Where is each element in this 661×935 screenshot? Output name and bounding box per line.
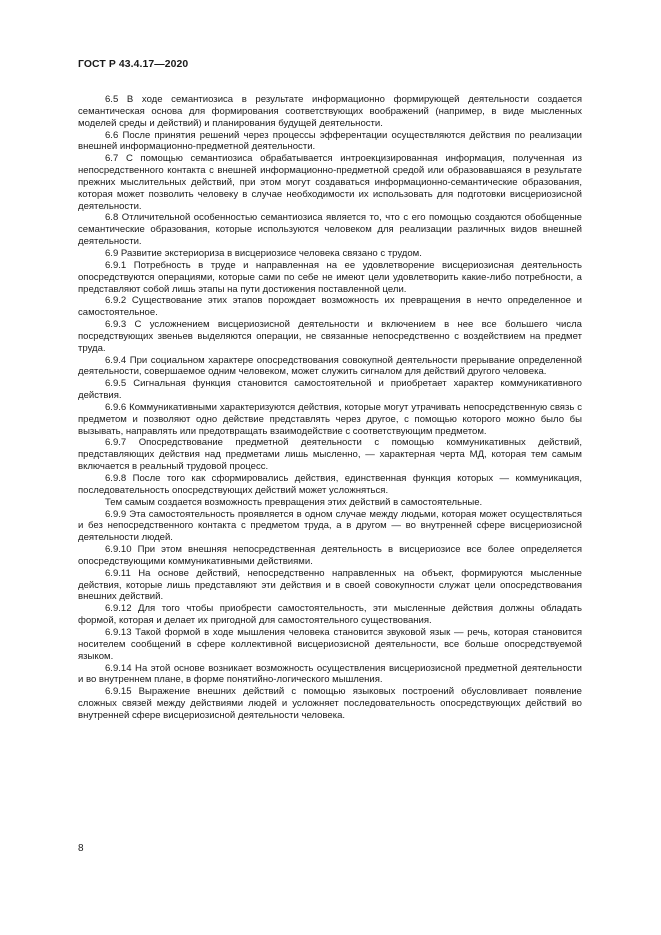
paragraph-6-9-4: 6.9.4 При социальном характере опосредствования совокупной деятельности прерывание определенной деятельности, совершаемое одним человеком, может служить сигналом для действий другого человека. [78,354,582,378]
paragraph-6-8: 6.8 Отличительной особенностью семантиозиса является то, что с его помощью создаются обобщенные семантические образования, которые используются человеком для реализации различных видов внешней деятельности. [78,212,582,248]
paragraph-6-9-3: 6.9.3 С усложнением висцериозисной деятельности и включением в нее все большего числа посредствующих звеньев выделяются операции, не связанные непосредственно с воздействием на предмет труда. [78,319,582,354]
paragraph-6-9-8: 6.9.8 После того как сформировались действия, единственная функция которых — коммуникация, последовательность опосредствующих действий может усложняться. [78,473,582,496]
paragraph-6-9-10: 6.9.10 При этом внешняя непосредственная деятельность в висцериозисе все более определяется опосредствующими коммуникативными действиями. [78,544,582,567]
paragraph-6-9-12: 6.9.12 Для того чтобы приобрести самостоятельность, эти мысленные действия должны обладать формой, которая и делает их пригодной для самостоятельного существования. [78,603,582,627]
paragraph-6-9-14: 6.9.14 На этой основе возникает возможность осуществления висцериозисной предметной деятельности и во внутреннем плане, в форме понятийно-логического мышления. [78,662,582,686]
paragraph-6-9-8-continuation: Тем самым создается возможность превращения этих действий в самостоятельные. [105,496,483,508]
paragraph-6-9-11: 6.9.11 На основе действий, непосредственно направленных на объект, формируются мысленные действия, которые лишь представляют эти действия и в своей совокупности служат цели опосредствования внешних действий. [78,567,582,603]
paragraph-6-6: 6.6 После принятия решений через процессы эфферентации осуществляются действия по реализации внешней информационно-предметной деятельности. [78,129,582,153]
paragraph-6-9-1: 6.9.1 Потребность в труде и направленная на ее удовлетворение висцериозисная деятельность опосредствуются операциями, которые сами по себе не имеют цели удовлетворить какие-либо потребности, а представляют собой лишь этапы на пути достижения поставленной цели. [78,259,582,295]
paragraph-6-7: 6.7 С помощью семантиозиса обрабатывается интроекцизированная информация, полученная из непосредственного контакта с внешней информационно-предметной средой или образовавшаяся в результате прежних мыслительных действий, при этом могут создаваться информационно-семантические образования, которая может позволить человеку в случае необходимости их использовать для подготовки висцериозисной деятельности. [78,153,582,212]
page-number: 8 [78,843,84,854]
paragraph-6-9-9: 6.9.9 Эта самостоятельность проявляется в одном случае между людьми, которая может осуществляться и без непосредственного контакта с предметом труда, а в другом — во внутренней сфере висцериозисной деятельности людей. [78,508,582,544]
paragraph-6-9-5: 6.9.5 Сигнальная функция становится самостоятельной и приобретает характер коммуникативного действия. [78,378,582,402]
paragraph-6-9-2: 6.9.2 Существование этих этапов порождает возможность их превращения в нечто определенное и самостоятельное. [78,295,582,319]
standard-code-header: ГОСТ Р 43.4.17—2020 [78,59,189,70]
document-body [78,94,582,722]
paragraph-6-9-6: 6.9.6 Коммуникативными характеризуются действия, которые могут утрачивать непосредственную связь с предметом и позволяют одно действие представлять через другое, с помощью которого можно было бы вызывать, направлять или предотвращать взаимодействие с соответствующим предметом. [78,401,582,437]
paragraph-6-9: 6.9 Развитие экстериориза в висцериозисе человека связано с трудом. [105,247,422,259]
paragraph-6-5: 6.5 В ходе семантиозиса в результате информационно формирующей деятельности создается семантическая основа для формирования соответствующих воображений (например, в виде мысленных моделей среды и действий) и планирования будущей деятельности. [78,94,582,129]
paragraph-6-9-7: 6.9.7 Опосредствование предметной деятельности с помощью коммуникативных действий, представляющих действия над предметами лишь мысленно, — характерная черта МД, которая тем самым включается в реальный трудовой процесс. [78,437,582,473]
paragraph-6-9-13: 6.9.13 Такой формой в ходе мышления человека становится звуковой язык — речь, которая становится носителем сообщений в сфере коллективной висцериозисной деятельности, все больше опосредствуемой языком. [78,626,582,662]
paragraph-6-9-15: 6.9.15 Выражение внешних действий с помощью языковых построений обусловливает появление сложных связей между действиями людей и усложняет последовательность опосредствующих действий во внутренней сфере висцериозисной деятельности человека. [78,686,582,721]
